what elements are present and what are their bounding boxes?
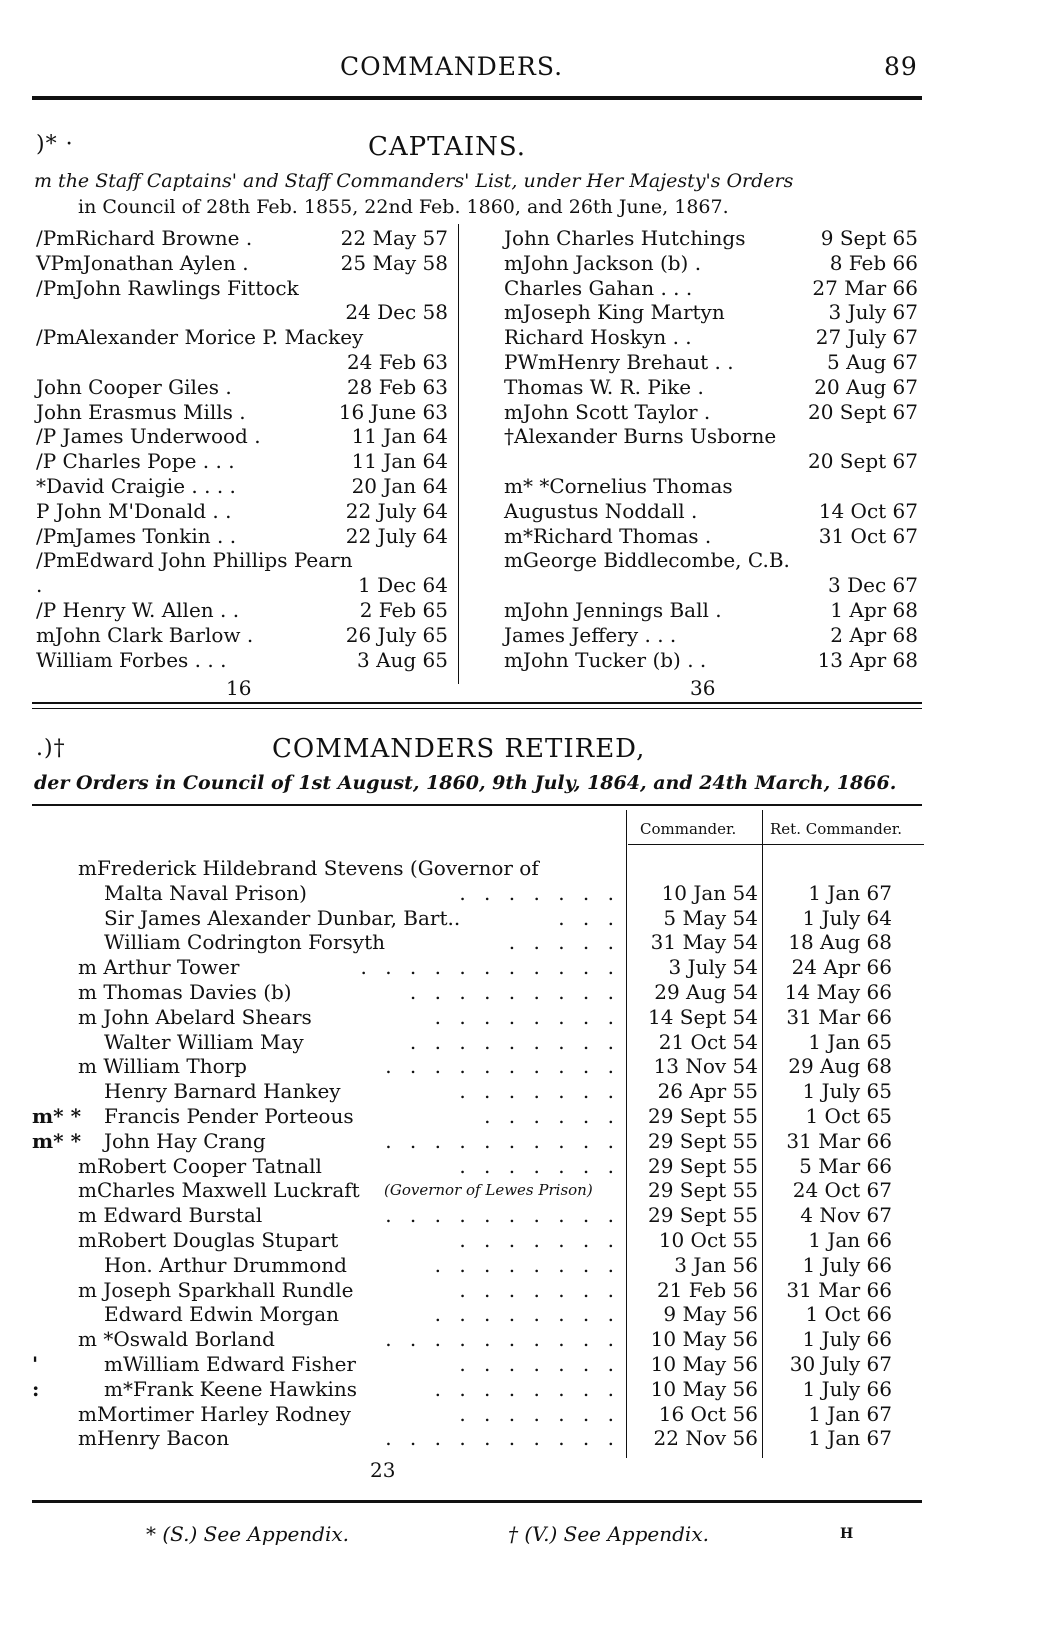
captain-name: Augustus Noddall . bbox=[504, 498, 698, 523]
table-row bbox=[32, 856, 922, 881]
captains-title: CAPTAINS. bbox=[368, 132, 527, 162]
table-row bbox=[32, 1154, 922, 1179]
officer-name: Hon. Arthur Drummond bbox=[104, 1252, 347, 1277]
commander-date: 21 Oct 54 bbox=[658, 1029, 758, 1054]
officer-name: Henry Barnard Hankey bbox=[104, 1079, 341, 1104]
leader-dots: . . . . . . . . . . bbox=[385, 1054, 620, 1079]
captain-name: /PmAlexander Morice P. Mackey bbox=[36, 325, 364, 350]
officer-name: mRobert Cooper Tatnall bbox=[78, 1153, 322, 1178]
leader-dots: . . . . . . . bbox=[459, 1153, 620, 1178]
captain-date: 27 July 67 bbox=[815, 325, 918, 350]
captain-name: mJohn Scott Taylor . bbox=[504, 399, 711, 424]
column-header-rule bbox=[628, 844, 924, 845]
table-row bbox=[32, 1079, 922, 1104]
captain-date: 28 Feb 63 bbox=[346, 374, 448, 399]
footnote-s: * (S.) See Appendix. bbox=[146, 1522, 349, 1546]
captain-date: 25 May 58 bbox=[340, 250, 448, 275]
ret-commander-date: 31 Mar 66 bbox=[786, 1128, 892, 1153]
commander-date: 29 Sept 55 bbox=[648, 1153, 758, 1178]
captain-date: 8 Feb 66 bbox=[829, 250, 918, 275]
captain-name: /P James Underwood . bbox=[36, 424, 261, 449]
ret-commander-date: 1 Oct 66 bbox=[805, 1302, 892, 1327]
commander-date: 9 May 56 bbox=[663, 1302, 758, 1327]
commander-date: 21 Feb 56 bbox=[656, 1277, 758, 1302]
officer-name: Sir James Alexander Dunbar, Bart.. bbox=[104, 905, 461, 930]
captains-left-total: 16 bbox=[226, 676, 252, 700]
captain-name: /P Henry W. Allen . . bbox=[36, 598, 240, 622]
leader-dots: . . . . . . . . bbox=[434, 1302, 620, 1327]
commander-date: 10 May 56 bbox=[650, 1352, 758, 1376]
officer-name: Malta Naval Prison) bbox=[104, 880, 307, 905]
leader-dots: . . . . . . . . bbox=[434, 1252, 620, 1277]
leader-dots: . . . . . . . . . bbox=[409, 1029, 620, 1054]
row-mark: m* * bbox=[32, 1128, 82, 1153]
captain-date: 2 Apr 68 bbox=[830, 622, 918, 647]
table-row bbox=[32, 1253, 922, 1278]
captain-name: John Charles Hutchings bbox=[504, 226, 746, 250]
officer-name: mCharles Maxwell Luckraft bbox=[78, 1178, 360, 1203]
ret-commander-date: 1 July 66 bbox=[802, 1252, 892, 1277]
captain-name: mJoseph King Martyn bbox=[504, 300, 725, 325]
captain-date: 1 Dec 64 bbox=[358, 573, 448, 598]
captain-date: 3 July 67 bbox=[828, 300, 918, 325]
captain-name: John Cooper Giles . bbox=[36, 374, 232, 399]
commander-date: 16 Oct 56 bbox=[658, 1401, 758, 1426]
captain-name: mJohn Jackson (b) . bbox=[504, 250, 702, 275]
column-header-ret-commander: Ret. Commander. bbox=[770, 820, 903, 838]
captain-date: 5 Aug 67 bbox=[826, 350, 918, 374]
signature-mark: H bbox=[840, 1526, 854, 1542]
leader-dots: . . . . . . . bbox=[459, 1401, 620, 1426]
officer-name: John Hay Crang bbox=[104, 1128, 266, 1153]
ret-commander-date: 1 Jan 67 bbox=[808, 1401, 892, 1426]
ret-commander-date: 1 Jan 67 bbox=[808, 1426, 892, 1451]
captain-name: mJohn Jennings Ball . bbox=[504, 598, 722, 622]
captain-name: †Alexander Burns Usborne bbox=[504, 424, 777, 449]
table-row bbox=[32, 1178, 922, 1203]
captain-name: m*Richard Thomas . bbox=[504, 523, 712, 548]
table-row bbox=[32, 1327, 922, 1352]
officer-name: m Joseph Sparkhall Rundle bbox=[78, 1277, 354, 1302]
captain-name: mGeorge Biddlecombe, C.B. bbox=[504, 548, 790, 573]
table-row bbox=[32, 1302, 922, 1327]
leader-dots: . . . . . . . . . . . bbox=[360, 955, 620, 980]
commander-date: 3 Jan 56 bbox=[674, 1252, 758, 1277]
officer-name: William Codrington Forsyth bbox=[104, 930, 386, 955]
officer-name: m Arthur Tower bbox=[78, 955, 240, 980]
captain-name: Richard Hoskyn . . bbox=[504, 325, 692, 350]
ret-commander-date: 1 Jan 66 bbox=[808, 1228, 892, 1252]
table-row bbox=[32, 1005, 922, 1030]
officer-name: m Thomas Davies (b) bbox=[78, 980, 292, 1004]
ret-commander-date: 1 July 64 bbox=[802, 905, 892, 930]
leader-dots: . . . . . . . . . . bbox=[385, 1426, 620, 1451]
table-row bbox=[32, 1377, 922, 1402]
captain-name: /PmRichard Browne . bbox=[36, 226, 253, 250]
officer-name: m Edward Burstal bbox=[78, 1203, 263, 1228]
captain-date: 2 Feb 65 bbox=[359, 598, 448, 622]
table-row bbox=[32, 1426, 922, 1451]
leader-dots: . . . . . . . . . . bbox=[385, 1203, 620, 1228]
leader-dots: . . . bbox=[558, 905, 620, 930]
row-mark: m* * bbox=[32, 1104, 82, 1128]
page-number: 89 bbox=[884, 52, 918, 81]
commander-date: 29 Aug 54 bbox=[654, 980, 758, 1004]
retired-title: COMMANDERS RETIRED, bbox=[272, 734, 646, 764]
captain-name: PWmHenry Brehaut . . bbox=[504, 350, 734, 374]
commander-date: 10 Oct 55 bbox=[658, 1228, 758, 1252]
captain-date: 20 Sept 67 bbox=[808, 449, 918, 474]
ret-commander-date: 5 Mar 66 bbox=[799, 1153, 892, 1178]
captain-date: 22 May 57 bbox=[340, 226, 448, 250]
captain-name: P John M'Donald . . bbox=[36, 498, 232, 523]
table-row bbox=[32, 1278, 922, 1303]
retired-prefix: .)† bbox=[36, 736, 66, 761]
officer-name: m John Abelard Shears bbox=[78, 1004, 312, 1029]
captain-date: 16 June 63 bbox=[338, 399, 448, 424]
running-head-title: COMMANDERS. bbox=[340, 52, 564, 81]
table-row bbox=[32, 881, 922, 906]
officer-name: m *Oswald Borland bbox=[78, 1327, 275, 1352]
captain-name: Charles Gahan . . . bbox=[504, 275, 693, 300]
captain-name: /P Charles Pope . . . bbox=[36, 449, 235, 474]
ret-commander-date: 4 Nov 67 bbox=[800, 1203, 892, 1228]
officer-name: mWilliam Edward Fisher bbox=[104, 1352, 356, 1376]
captain-date: 24 Dec 58 bbox=[345, 300, 448, 325]
ret-commander-date: 24 Apr 66 bbox=[791, 955, 892, 980]
commander-date: 14 Sept 54 bbox=[648, 1004, 758, 1029]
captain-date: 22 July 64 bbox=[345, 523, 448, 548]
officer-name: Francis Pender Porteous bbox=[104, 1104, 354, 1128]
captain-name: John Erasmus Mills . bbox=[36, 399, 246, 424]
ret-commander-date: 1 July 65 bbox=[802, 1079, 892, 1104]
captains-column-divider bbox=[458, 224, 459, 684]
captains-rule-2 bbox=[32, 708, 922, 709]
leader-dots: . . . . . . . bbox=[459, 1228, 620, 1252]
captain-date: 20 Aug 67 bbox=[814, 374, 918, 399]
captain-date: 14 Oct 67 bbox=[818, 498, 918, 523]
ret-commander-date: 1 Oct 65 bbox=[805, 1104, 892, 1128]
footnote-v: † (V.) See Appendix. bbox=[508, 1522, 709, 1546]
captain-name: VPmJonathan Aylen . bbox=[36, 250, 249, 275]
footer-rule bbox=[32, 1500, 922, 1503]
table-row bbox=[32, 1402, 922, 1427]
captain-name: Thomas W. R. Pike . bbox=[504, 374, 704, 399]
retired-total: 23 bbox=[370, 1458, 396, 1482]
header-rule bbox=[32, 96, 922, 100]
leader-dots: . . . . . . bbox=[484, 1104, 620, 1128]
captain-date: 26 July 65 bbox=[345, 622, 448, 647]
table-row bbox=[32, 955, 922, 980]
ret-commander-date: 1 Jan 67 bbox=[808, 880, 892, 905]
captains-orders-line1: m the Staff Captains' and Staff Commanders' List, under Her Majesty's Orders bbox=[34, 170, 794, 192]
captain-date: 27 Mar 66 bbox=[812, 275, 918, 300]
captain-name: *David Craigie . . . . bbox=[36, 474, 236, 498]
captain-name: William Forbes . . . bbox=[36, 647, 227, 672]
captain-date: 22 July 64 bbox=[345, 498, 448, 523]
captain-date: 20 Sept 67 bbox=[808, 399, 918, 424]
ret-commander-date: 1 Jan 65 bbox=[808, 1029, 892, 1054]
captain-date: 3 Dec 67 bbox=[828, 573, 918, 598]
captain-name: m* *Cornelius Thomas bbox=[504, 474, 733, 498]
ret-commander-date: 29 Aug 68 bbox=[788, 1054, 892, 1079]
captain-date: 13 Apr 68 bbox=[817, 647, 918, 672]
table-row bbox=[32, 1352, 922, 1377]
officer-name: Walter William May bbox=[104, 1029, 304, 1054]
commander-date: 22 Nov 56 bbox=[653, 1426, 758, 1451]
captain-date: 9 Sept 65 bbox=[820, 226, 918, 250]
captain-date: 11 Jan 64 bbox=[351, 424, 448, 449]
captain-date: 3 Aug 65 bbox=[356, 647, 448, 672]
officer-name: mFrederick Hildebrand Stevens (Governor of bbox=[78, 856, 539, 880]
captain-name: . bbox=[36, 573, 43, 598]
commander-date: 13 Nov 54 bbox=[653, 1054, 758, 1079]
commander-date: 5 May 54 bbox=[663, 905, 758, 930]
officer-note: (Governor of Lewes Prison) bbox=[384, 1181, 593, 1200]
commander-date: 10 May 56 bbox=[650, 1376, 758, 1401]
table-row bbox=[32, 930, 922, 955]
leader-dots: . . . . . . . . bbox=[434, 1376, 620, 1401]
commander-date: 29 Sept 55 bbox=[648, 1104, 758, 1128]
commander-date: 10 May 56 bbox=[650, 1327, 758, 1352]
leader-dots: . . . . . bbox=[508, 930, 620, 955]
column-header-commander: Commander. bbox=[640, 820, 737, 838]
commander-date: 29 Sept 55 bbox=[648, 1203, 758, 1228]
officer-name: mMortimer Harley Rodney bbox=[78, 1401, 351, 1426]
retired-orders: der Orders in Council of 1st August, 1860, 9th July, 1864, and 24th March, 1866. bbox=[34, 772, 897, 794]
officer-name: m William Thorp bbox=[78, 1054, 247, 1079]
commander-date: 29 Sept 55 bbox=[648, 1128, 758, 1153]
captain-name: James Jeffery . . . bbox=[504, 622, 677, 647]
table-row bbox=[32, 906, 922, 931]
leader-dots: . . . . . . . . . bbox=[409, 980, 620, 1004]
leader-dots: . . . . . . . bbox=[459, 1352, 620, 1376]
captain-date: 20 Jan 64 bbox=[351, 474, 448, 498]
ret-commander-date: 18 Aug 68 bbox=[788, 930, 892, 955]
ret-commander-date: 1 July 66 bbox=[802, 1327, 892, 1352]
captain-date: 24 Feb 63 bbox=[346, 350, 448, 374]
table-row bbox=[32, 1054, 922, 1079]
leader-dots: . . . . . . . . bbox=[434, 1004, 620, 1029]
table-row bbox=[32, 1203, 922, 1228]
row-mark: ' bbox=[32, 1352, 39, 1376]
commander-date: 31 May 54 bbox=[650, 930, 758, 955]
captain-name: /PmJohn Rawlings Fittock bbox=[36, 275, 299, 300]
officer-name: Edward Edwin Morgan bbox=[104, 1302, 340, 1327]
captains-orders-line2: in Council of 28th Feb. 1855, 22nd Feb. 1860, and 26th June, 1867. bbox=[78, 196, 729, 218]
leader-dots: . . . . . . . bbox=[459, 1079, 620, 1104]
commander-date: 26 Apr 55 bbox=[657, 1079, 758, 1104]
table-row bbox=[32, 1129, 922, 1154]
leader-dots: . . . . . . . . . . bbox=[385, 1128, 620, 1153]
leader-dots: . . . . . . . bbox=[459, 1277, 620, 1302]
captains-rule-1 bbox=[32, 702, 922, 704]
captains-right-total: 36 bbox=[690, 676, 716, 700]
ret-commander-date: 14 May 66 bbox=[784, 980, 892, 1004]
ret-commander-date: 30 July 67 bbox=[789, 1352, 892, 1376]
officer-name: m*Frank Keene Hawkins bbox=[104, 1376, 357, 1401]
row-mark: : bbox=[32, 1376, 40, 1401]
retired-header-rule bbox=[32, 804, 922, 806]
table-row bbox=[32, 1104, 922, 1129]
ret-commander-date: 1 July 66 bbox=[802, 1376, 892, 1401]
officer-name: mHenry Bacon bbox=[78, 1426, 230, 1451]
captain-name: mJohn Clark Barlow . bbox=[36, 622, 254, 647]
commander-date: 10 Jan 54 bbox=[661, 880, 758, 905]
commander-date: 3 July 54 bbox=[668, 955, 758, 980]
captain-date: 11 Jan 64 bbox=[351, 449, 448, 474]
captain-date: 31 Oct 67 bbox=[818, 523, 918, 548]
captains-prefix: )* · bbox=[36, 132, 74, 157]
commander-date: 29 Sept 55 bbox=[648, 1178, 758, 1203]
leader-dots: . . . . . . . bbox=[459, 880, 620, 905]
table-row bbox=[32, 1228, 922, 1253]
captain-date: 1 Apr 68 bbox=[830, 598, 918, 622]
table-row bbox=[32, 1030, 922, 1055]
captain-name: /PmJames Tonkin . . bbox=[36, 523, 237, 548]
table-row bbox=[32, 980, 922, 1005]
captain-name: mJohn Tucker (b) . . bbox=[504, 647, 707, 672]
ret-commander-date: 31 Mar 66 bbox=[786, 1277, 892, 1302]
ret-commander-date: 24 Oct 67 bbox=[792, 1178, 892, 1203]
officer-name: mRobert Douglas Stupart bbox=[78, 1228, 339, 1252]
ret-commander-date: 31 Mar 66 bbox=[786, 1004, 892, 1029]
captain-name: /PmEdward John Phillips Pearn bbox=[36, 548, 353, 573]
leader-dots: . . . . . . . . . . bbox=[385, 1327, 620, 1352]
